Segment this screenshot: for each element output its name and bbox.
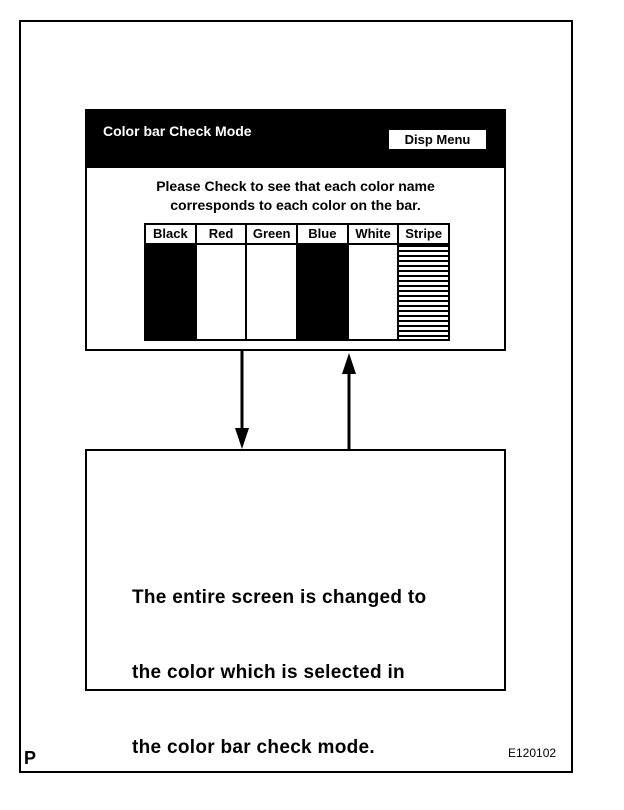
screen-title: Color bar Check Mode [103, 123, 252, 139]
result-line-1: The entire screen is changed to [132, 587, 427, 608]
color-bar-label: Red [197, 225, 246, 245]
color-bar-label: White [349, 225, 398, 245]
result-description [132, 535, 426, 810]
color-bar-label: Blue [298, 225, 347, 245]
color-bar-label: Stripe [399, 225, 448, 245]
result-screen-box [85, 449, 506, 758]
result-line-2: the color which is selected in [132, 662, 405, 683]
color-bar-label: Green [247, 225, 296, 245]
corner-letter: P [24, 748, 37, 768]
arrow-up [342, 353, 356, 449]
instruction-line-2: corresponds to each color on the bar. [170, 197, 421, 213]
disp-menu-button[interactable]: Disp Menu [388, 129, 487, 150]
figure-code: E120102 [508, 746, 557, 760]
color-bar-label: Black [146, 225, 195, 245]
result-line-3: the color bar check mode. [132, 737, 375, 758]
instruction-line-1: Please Check to see that each color name [156, 178, 435, 194]
arrow-down [235, 351, 249, 449]
